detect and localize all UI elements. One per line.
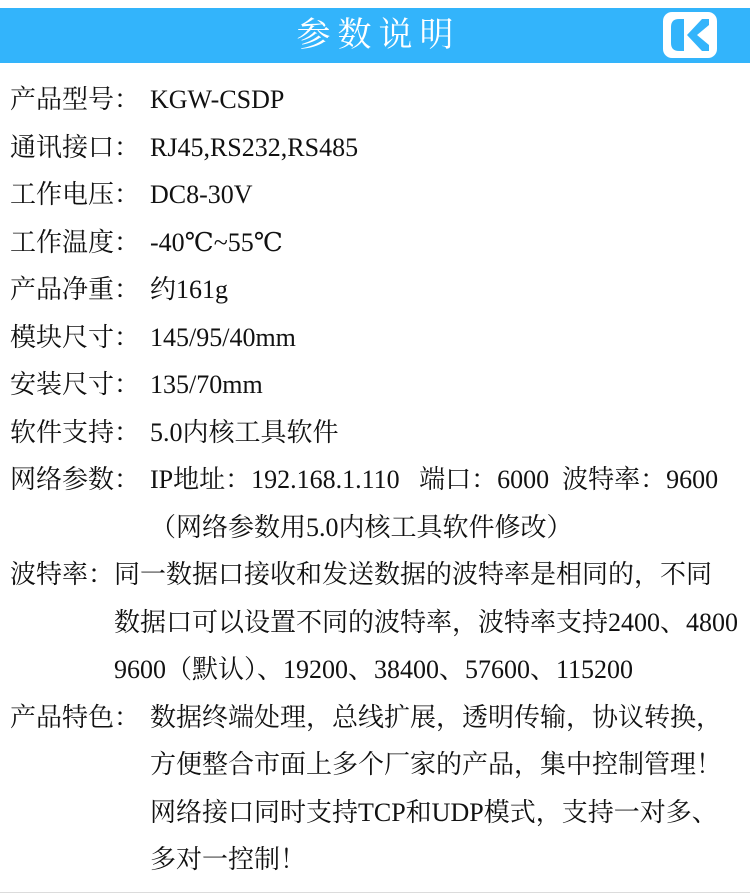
spec-label: 网络参数：	[10, 465, 141, 494]
header-bar	[0, 8, 750, 63]
spec-row-mounting-size	[10, 361, 740, 409]
spec-value: 约161g	[150, 275, 229, 304]
spec-row-product-model	[10, 76, 740, 124]
spec-row-module-size	[10, 314, 740, 362]
spec-row-working-voltage	[10, 171, 740, 219]
spec-value: 数据终端处理，总线扩展，透明传输，协议转换，	[150, 702, 723, 732]
spec-value: 135/70mm	[150, 370, 263, 399]
spec-label: 产品型号：	[10, 85, 141, 114]
spec-row-baud-rate	[10, 551, 740, 694]
spec-row-net-weight	[10, 266, 740, 314]
spec-label: 产品特色：	[10, 702, 141, 732]
spec-label: 工作电压：	[10, 180, 141, 209]
spec-value: IP地址：192.168.1.110 端口：6000 波特率：9600	[150, 465, 719, 494]
spec-label: 通讯接口：	[10, 132, 141, 162]
spec-label: 软件支持：	[10, 417, 141, 447]
spec-row-network-params	[10, 456, 740, 551]
spec-value: 网络接口同时支持TCP和UDP模式，支持一对多、	[150, 797, 718, 827]
spec-row-software-support	[10, 409, 740, 457]
spec-value: KGW-CSDP	[150, 85, 285, 114]
spec-value: RJ45,RS232,RS485	[150, 132, 359, 162]
spec-row-working-temperature	[10, 219, 740, 267]
k-brand-logo-icon	[663, 12, 717, 58]
spec-label: 产品净重：	[10, 275, 141, 304]
spec-row-comm-interface	[10, 124, 740, 172]
spec-label: 工作温度：	[10, 227, 141, 257]
spec-value: （网络参数用5.0内核工具软件修改）	[150, 512, 573, 542]
spec-value: -40℃~55℃	[150, 227, 283, 257]
spec-label: 模块尺寸：	[10, 322, 141, 352]
page-title: 参数说明	[296, 17, 461, 54]
bottom-divider	[0, 892, 750, 893]
spec-value: 同一数据口接收和发送数据的波特率是相同的，不同	[114, 560, 713, 589]
spec-value: 数据口可以设置不同的波特率，波特率支持2400、4800	[114, 607, 739, 637]
spec-value: 多对一控制！	[150, 845, 307, 874]
spec-value: 145/95/40mm	[150, 322, 296, 352]
spec-list	[10, 63, 740, 884]
spec-label: 安装尺寸：	[10, 370, 141, 399]
spec-value: 5.0内核工具软件	[150, 417, 339, 447]
spec-value: 9600（默认）、19200、38400、57600、115200	[114, 655, 634, 684]
spec-value: DC8-30V	[150, 180, 253, 209]
spec-value: 方便整合市面上多个厂家的产品，集中控制管理！	[150, 750, 723, 779]
spec-label: 波特率：	[10, 560, 115, 589]
spec-row-product-features	[10, 694, 740, 884]
